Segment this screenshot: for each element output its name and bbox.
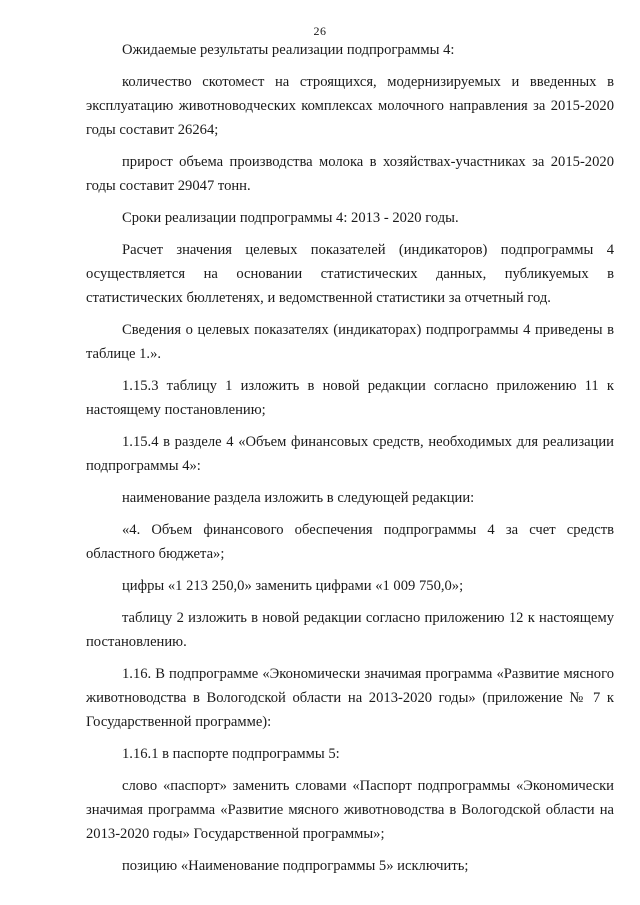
paragraph-indicator-info: Сведения о целевых показателях (индикаторах) подпрограммы 4 приведены в таблице 1.». <box>86 322 614 363</box>
paragraph-item-1-15-4: 1.15.4 в разделе 4 «Объем финансовых средств, необходимых для реализации подпрограммы 4»: <box>86 434 614 475</box>
paragraph-item-1-16: 1.16. В подпрограмме «Экономически значимая программа «Развитие мясного животноводства в Вологодской области на 2013-2020 годы» (приложение № 7 к Государственной программе): <box>86 665 614 730</box>
paragraph-implementation-period: Сроки реализации подпрограммы 4: 2013 - 2020 годы. <box>122 210 459 226</box>
paragraph-position-exclude: позицию «Наименование подпрограммы 5» исключить; <box>122 857 469 874</box>
paragraph-item-1-16-1: 1.16.1 в паспорте подпрограммы 5: <box>122 745 340 762</box>
paragraph-table-2: таблицу 2 изложить в новой редакции согласно приложению 12 к настоящему постановлению. <box>86 609 614 650</box>
paragraph-section-name: наименование раздела изложить в следующей редакции: <box>122 490 475 506</box>
paragraph-expected-results: Ожидаемые результаты реализации подпрограммы 4: <box>122 42 455 58</box>
paragraph-section-4-title: «4. Объем финансового обеспечения подпрограммы 4 за счет средств областного бюджета»; <box>86 521 614 562</box>
page-number: 26 <box>313 24 327 38</box>
paragraph-word-passport: слово «паспорт» заменить словами «Паспорт подпрограммы «Экономически значимая программа «Развитие мясного животноводства в Вологодской области на 2013-2020 годы» Государственной программы»; <box>86 777 614 842</box>
paragraph-item-1-15-3: 1.15.3 таблицу 1 изложить в новой редакции согласно приложению 11 к настоящему постановлению; <box>86 378 614 419</box>
paragraph-milk-production-growth: прирост объема производства молока в хозяйствах-участниках за 2015-2020 годы составит 29047 тонн. <box>86 154 614 195</box>
paragraph-figures-replace: цифры «1 213 250,0» заменить цифрами «1 009 750,0»; <box>122 577 464 594</box>
paragraph-livestock-places: количество скотомест на строящихся, модернизируемых и введенных в эксплуатацию животноводческих комплексах молочного направления за 2015-2020 годы составит 26264; <box>86 73 614 139</box>
document-body <box>86 38 614 878</box>
paragraph-indicator-calculation: Расчет значения целевых показателей (индикаторов) подпрограммы 4 осуществляется на основании статистических данных, публикуемых в статистических бюллетенях, и ведомственной статистики за отчетный год. <box>86 241 614 307</box>
